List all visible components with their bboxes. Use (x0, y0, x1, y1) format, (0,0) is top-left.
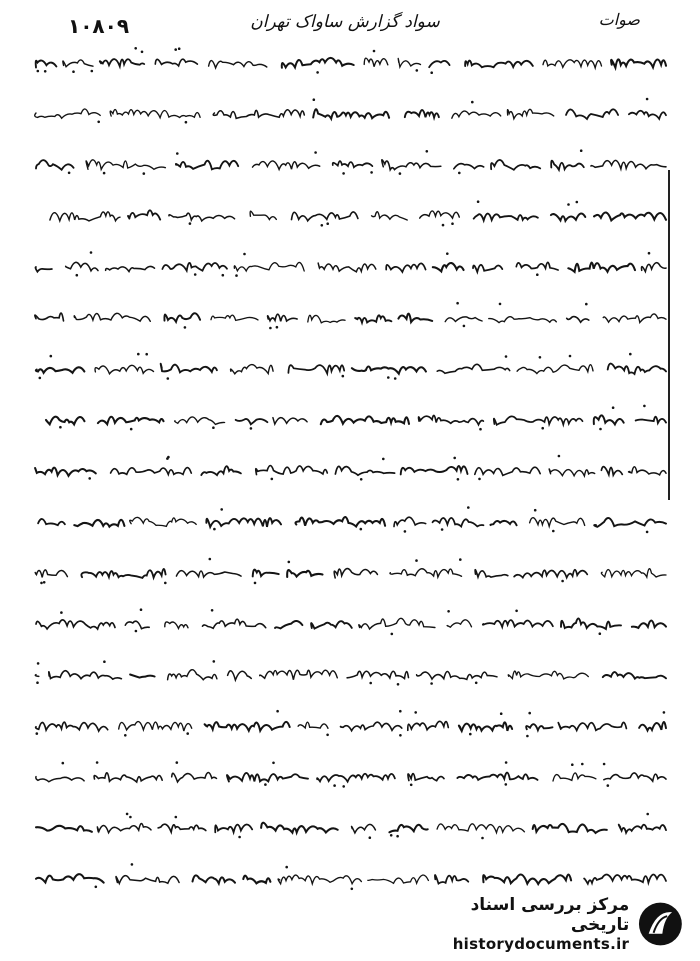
handwritten-line (30, 756, 670, 790)
handwritten-line (30, 705, 670, 739)
handwritten-line (30, 144, 670, 178)
margin-mark (668, 170, 670, 500)
document-number: ۱۰۸۰۹ (68, 14, 130, 38)
handwritten-line (30, 42, 670, 76)
handwritten-line (30, 807, 670, 841)
watermark-url: historydocuments.ir (452, 935, 630, 953)
handwritten-line (30, 603, 670, 637)
handwritten-line (30, 450, 670, 484)
handwritten-line (30, 858, 670, 892)
handwritten-line (30, 297, 670, 331)
document-corner-note: صوات (598, 10, 640, 29)
watermark (412, 897, 684, 951)
handwritten-line (30, 195, 670, 229)
handwritten-line (30, 348, 670, 382)
handwritten-line (30, 654, 670, 688)
handwritten-line (30, 501, 670, 535)
institute-logo-icon (637, 900, 684, 948)
handwritten-line (30, 399, 670, 433)
handwritten-line (30, 246, 670, 280)
watermark-title: مرکز بررسی اسناد تاریخی (470, 895, 630, 935)
handwritten-line (30, 552, 670, 586)
handwritten-line (30, 93, 670, 127)
document-title: سواد گزارش ساواک تهران (250, 12, 440, 32)
